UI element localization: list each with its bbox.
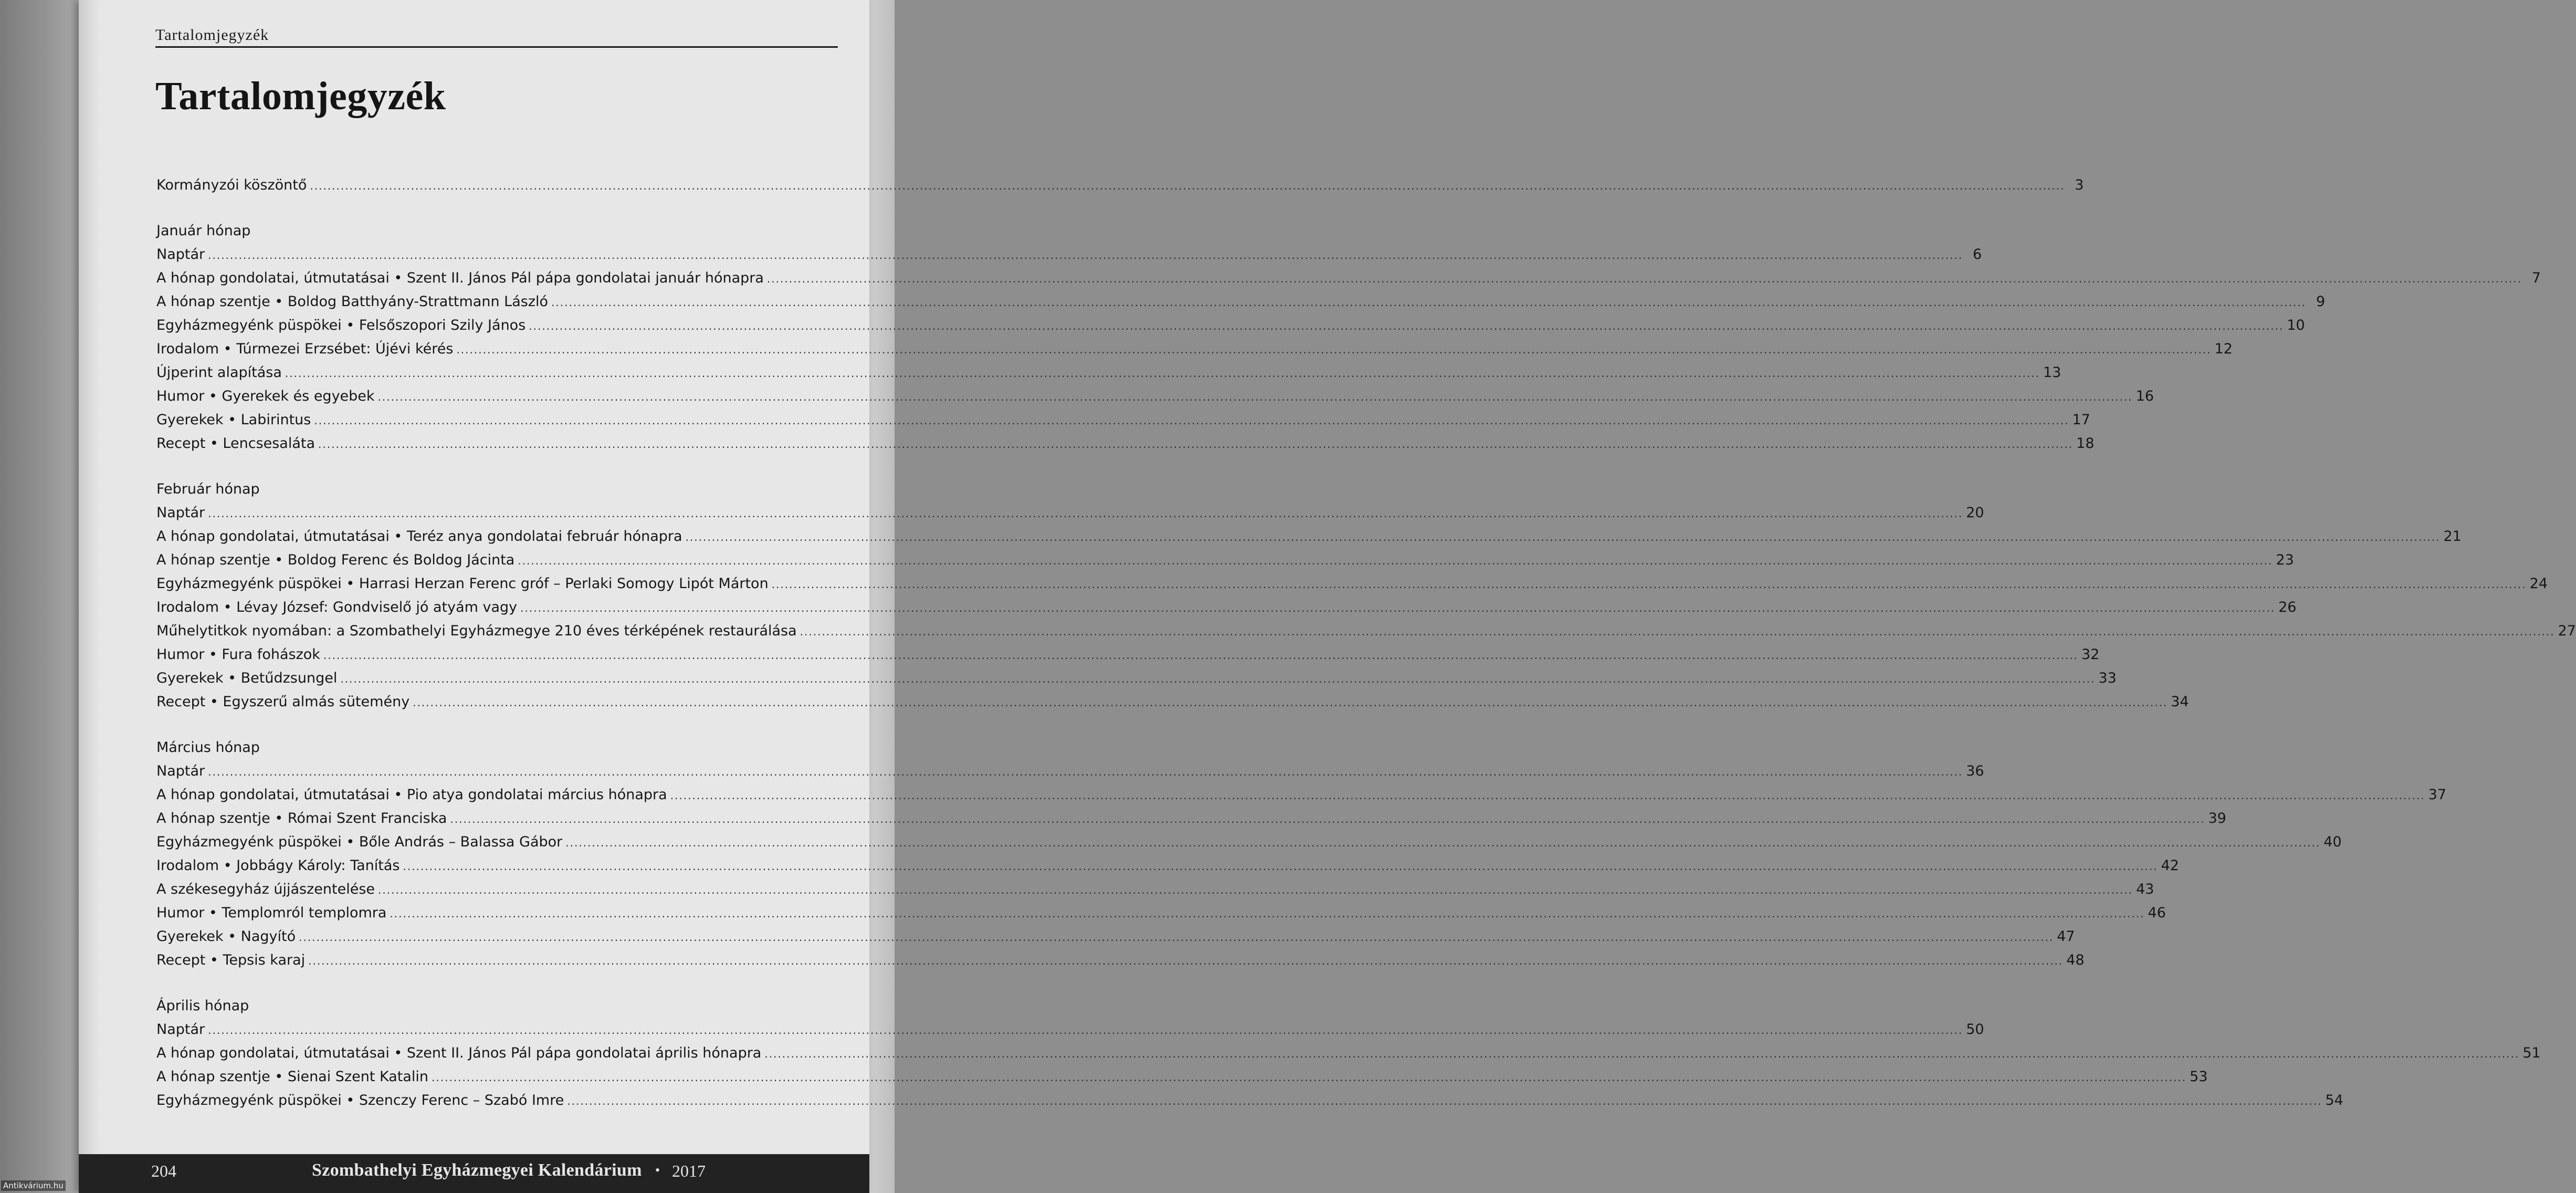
toc-entry-title: Egyházmegyénk püspökei • Harrasi Herzan Ferenc gróf – Perlaki Somogy Lipót Márton <box>156 575 769 592</box>
toc-entry-title: A hónap szentje • Boldog Batthyány-Strattmann László <box>156 294 549 310</box>
dot-leader: ................................................................................................................................................................................................................................................................................................................................................................................................................ <box>551 296 2306 309</box>
page-footer <box>79 1154 869 1193</box>
background-left <box>0 0 79 1193</box>
dot-leader: ................................................................................................................................................................................................................................................................................................................................................................................................................ <box>565 836 2321 849</box>
toc-entry-title: Recept • Tepsis karaj <box>156 952 306 968</box>
table-of-contents <box>156 173 2576 1112</box>
footer-publication-title: Szombathelyi Egyházmegyei Kalendárium <box>312 1160 642 1180</box>
toc-entry <box>156 408 2090 432</box>
page-gutter-shadow <box>79 0 100 1193</box>
dot-leader: ................................................................................................................................................................................................................................................................................................................................................................................................................ <box>403 860 2158 873</box>
toc-entry-title: Recept • Lencsesaláta <box>156 435 316 452</box>
toc-entry-title: A hónap gondolatai, útmutatásai • Szent II. János Pál pápa gondolatai január hónapra <box>156 270 764 286</box>
toc-entry-page: 53 <box>2190 1069 2208 1085</box>
toc-entry-title: A székesegyház újjászentelése <box>156 881 375 897</box>
toc-entry <box>156 901 2166 925</box>
dot-leader: ................................................................................................................................................................................................................................................................................................................................................................................................................ <box>310 180 2065 192</box>
dot-leader: ................................................................................................................................................................................................................................................................................................................................................................................................................ <box>314 414 2069 427</box>
toc-entry <box>156 548 2294 572</box>
toc-entry <box>156 854 2179 877</box>
toc-entry-title: Műhelytitkok nyomában: a Szombathelyi Egyházmegye 210 éves térképének restaurálása <box>156 623 797 639</box>
dot-leader: ................................................................................................................................................................................................................................................................................................................................................................................................................ <box>432 1071 2187 1084</box>
footer-year: 2017 <box>672 1161 706 1180</box>
toc-entry-page: 13 <box>2043 364 2062 381</box>
toc-entry-title: Recept • Egyszerű almás sütemény <box>156 694 410 710</box>
toc-entry-page: 6 <box>1972 246 1982 263</box>
toc-entry-title: A hónap szentje • Boldog Ferenc és Boldog Jácinta <box>156 552 515 568</box>
dot-leader: ................................................................................................................................................................................................................................................................................................................................................................................................................ <box>299 931 2054 944</box>
dot-leader: ................................................................................................................................................................................................................................................................................................................................................................................................................ <box>520 602 2276 614</box>
toc-entry-title: A hónap gondolatai, útmutatásai • Teréz anya gondolatai február hónapra <box>156 528 682 545</box>
toc-entry-title: Gyerekek • Labirintus <box>156 412 311 428</box>
dot-leader: ................................................................................................................................................................................................................................................................................................................................................................................................................ <box>340 673 2096 685</box>
toc-entry-page: 33 <box>2098 670 2117 686</box>
toc-entry-title: Naptár <box>156 505 205 521</box>
toc-entry-page: 34 <box>2171 694 2189 710</box>
dot-leader: ................................................................................................................................................................................................................................................................................................................................................................................................................ <box>800 625 2555 638</box>
toc-entry <box>156 666 2117 690</box>
toc-entry-page: 43 <box>2136 881 2154 897</box>
toc-entry-page: 3 <box>2075 177 2084 193</box>
toc-entry <box>156 643 2100 666</box>
toc-entry-page: 42 <box>2161 857 2179 874</box>
toc-entry <box>156 337 2233 361</box>
toc-entry-page: 37 <box>2428 787 2447 803</box>
dot-leader: ................................................................................................................................................................................................................................................................................................................................................................................................................ <box>413 696 2168 709</box>
toc-entry <box>156 619 2576 643</box>
toc-entry <box>156 925 2075 948</box>
footer-page-number: 204 <box>151 1161 176 1180</box>
toc-section-heading: Január hónap <box>156 223 251 239</box>
toc-entry-page: 54 <box>2325 1092 2343 1108</box>
toc-entry-page: 48 <box>2066 952 2085 968</box>
toc-entry <box>156 432 2095 455</box>
toc-entry-page: 20 <box>1966 505 1984 521</box>
toc-entry <box>156 361 2062 384</box>
toc-entry-title: Irodalom • Túrmezei Erzsébet: Újévi kérés <box>156 341 454 357</box>
dot-leader: ................................................................................................................................................................................................................................................................................................................................................................................................................ <box>764 1048 2520 1060</box>
toc-entry-title: Humor • Gyerekek és egyebek <box>156 388 375 404</box>
toc-entry-title: Irodalom • Jobbágy Károly: Tanítás <box>156 857 400 874</box>
dot-leader: ................................................................................................................................................................................................................................................................................................................................................................................................................ <box>208 1024 1963 1037</box>
dot-leader: ................................................................................................................................................................................................................................................................................................................................................................................................................ <box>771 578 2527 591</box>
toc-entry <box>156 595 2297 619</box>
toc-entry-page: 40 <box>2323 834 2342 850</box>
toc-entry <box>156 290 2325 313</box>
toc-entry <box>156 877 2154 901</box>
toc-entry <box>156 1041 2541 1065</box>
toc-entry-page: 39 <box>2208 810 2226 826</box>
toc-section-heading: Április hónap <box>156 998 249 1014</box>
toc-entry-title: Naptár <box>156 246 205 263</box>
toc-entry-page: 10 <box>2287 317 2305 333</box>
toc-entry-page: 26 <box>2278 599 2297 615</box>
dot-leader: ................................................................................................................................................................................................................................................................................................................................................................................................................ <box>450 813 2205 825</box>
toc-entry-page: 23 <box>2276 552 2294 568</box>
dot-leader: ................................................................................................................................................................................................................................................................................................................................................................................................................ <box>318 438 2074 451</box>
toc-entry <box>156 384 2154 408</box>
toc-entry-title: Újperint alapítása <box>156 364 282 381</box>
dot-leader: ................................................................................................................................................................................................................................................................................................................................................................................................................ <box>567 1095 2322 1107</box>
toc-entry-page: 46 <box>2148 905 2166 921</box>
toc-entry <box>156 243 1982 266</box>
dot-leader: ................................................................................................................................................................................................................................................................................................................................................................................................................ <box>390 907 2145 920</box>
dot-leader: ................................................................................................................................................................................................................................................................................................................................................................................................................ <box>529 320 2284 332</box>
toc-entry-page: 21 <box>2443 528 2462 545</box>
toc-entry-page: 47 <box>2057 928 2075 945</box>
dot-leader: ................................................................................................................................................................................................................................................................................................................................................................................................................ <box>377 391 2133 403</box>
toc-entry-page: 32 <box>2081 646 2100 663</box>
dot-leader: ................................................................................................................................................................................................................................................................................................................................................................................................................ <box>323 649 2078 662</box>
toc-entry <box>156 501 1984 525</box>
toc-entry-title: Kormányzói köszöntő <box>156 177 307 193</box>
toc-entry <box>156 759 1984 783</box>
dot-leader: ................................................................................................................................................................................................................................................................................................................................................................................................................ <box>456 343 2212 356</box>
book-page <box>79 0 2576 1193</box>
toc-entry-page: 27 <box>2558 623 2576 639</box>
toc-entry-title: Egyházmegyénk püspökei • Bőle András – Balassa Gábor <box>156 834 563 850</box>
toc-entry-page: 7 <box>2531 270 2541 286</box>
toc-entry-page: 12 <box>2214 341 2233 357</box>
dot-leader: ................................................................................................................................................................................................................................................................................................................................................................................................................ <box>208 249 1963 261</box>
toc-entry-title: Egyházmegyénk püspökei • Szenczy Ferenc – Szabó Imre <box>156 1092 564 1108</box>
toc-entry <box>156 690 2189 714</box>
toc-entry-page: 16 <box>2136 388 2154 404</box>
dot-leader: ................................................................................................................................................................................................................................................................................................................................................................................................................ <box>685 531 2441 543</box>
page-title: Tartalomjegyzék <box>155 74 446 118</box>
dot-leader: ................................................................................................................................................................................................................................................................................................................................................................................................................ <box>518 554 2273 567</box>
toc-entry <box>156 783 2447 807</box>
toc-entry <box>156 266 2541 290</box>
toc-entry-title: A hónap szentje • Római Szent Franciska <box>156 810 447 826</box>
footer-bullet: • <box>655 1163 660 1178</box>
toc-entry <box>156 1065 2208 1089</box>
toc-entry-page: 18 <box>2076 435 2095 452</box>
dot-leader: ................................................................................................................................................................................................................................................................................................................................................................................................................ <box>670 789 2425 802</box>
toc-entry <box>156 572 2548 595</box>
dot-leader: ................................................................................................................................................................................................................................................................................................................................................................................................................ <box>208 766 1963 778</box>
toc-entry-page: 50 <box>1966 1021 1984 1038</box>
toc-entry <box>156 313 2305 337</box>
toc-entry-title: Humor • Fura fohászok <box>156 646 320 663</box>
toc-entry-title: Naptár <box>156 1021 205 1038</box>
toc-entry <box>156 1089 2343 1112</box>
toc-entry <box>156 830 2342 854</box>
toc-entry-page: 51 <box>2522 1045 2541 1061</box>
toc-entry-title: Gyerekek • Nagyító <box>156 928 296 945</box>
toc-entry <box>156 948 2085 972</box>
toc-entry-page: 17 <box>2072 412 2090 428</box>
toc-entry-title: Irodalom • Lévay József: Gondviselő jó atyám vagy <box>156 599 518 615</box>
toc-entry <box>156 173 2084 197</box>
watermark: Antikvárium.hu <box>1 1180 66 1191</box>
toc-entry-title: A hónap szentje • Sienai Szent Katalin <box>156 1069 429 1085</box>
toc-section-heading: Március hónap <box>156 739 260 756</box>
toc-entry <box>156 807 2226 830</box>
toc-entry-title: A hónap gondolatai, útmutatásai • Pio atya gondolatai március hónapra <box>156 787 667 803</box>
toc-entry <box>156 525 2462 548</box>
toc-entry <box>156 1018 1984 1041</box>
toc-entry-page: 36 <box>1966 763 1984 779</box>
dot-leader: ................................................................................................................................................................................................................................................................................................................................................................................................................ <box>285 367 2040 380</box>
header-rule <box>155 46 838 48</box>
toc-entry-page: 9 <box>2316 294 2325 310</box>
dot-leader: ................................................................................................................................................................................................................................................................................................................................................................................................................ <box>208 507 1963 520</box>
running-head: Tartalomjegyzék <box>155 26 269 44</box>
dot-leader: ................................................................................................................................................................................................................................................................................................................................................................................................................ <box>308 955 2064 967</box>
toc-entry-title: Humor • Templomról templomra <box>156 905 387 921</box>
toc-entry-title: Gyerekek • Betűdzsungel <box>156 670 338 686</box>
toc-entry-page: 24 <box>2529 575 2548 592</box>
toc-entry-title: Egyházmegyénk püspökei • Felsőszopori Szily János <box>156 317 526 333</box>
dot-leader: ................................................................................................................................................................................................................................................................................................................................................................................................................ <box>766 273 2522 285</box>
toc-entry-title: A hónap gondolatai, útmutatásai • Szent II. János Pál pápa gondolatai április hónapra <box>156 1045 762 1061</box>
dot-leader: ................................................................................................................................................................................................................................................................................................................................................................................................................ <box>378 884 2133 896</box>
toc-entry-title: Naptár <box>156 763 205 779</box>
toc-section-heading: Február hónap <box>156 481 260 497</box>
